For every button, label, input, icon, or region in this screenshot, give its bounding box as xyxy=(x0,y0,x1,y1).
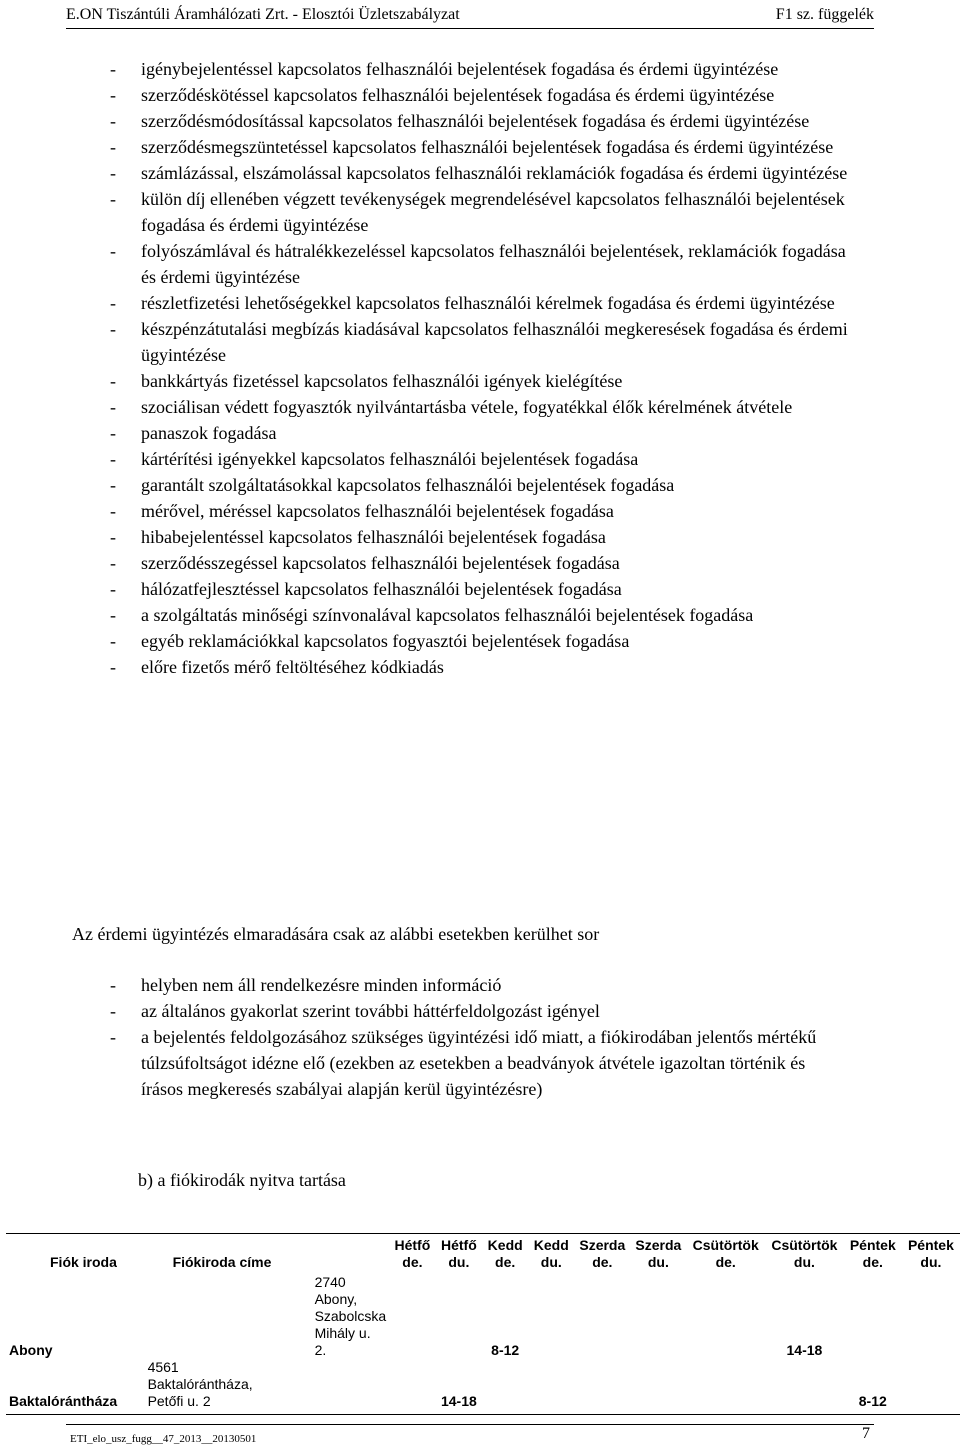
bullet-dash: - xyxy=(110,605,116,625)
list-item-text: szerződésmegszüntetéssel kapcsolatos felhasználói bejelentések fogadása és érdemi ügyintézése xyxy=(141,137,834,157)
hours-cell xyxy=(902,1359,960,1415)
header-day: Hétfő de. xyxy=(389,1234,435,1275)
list-item xyxy=(110,628,850,654)
hours-cell xyxy=(844,1274,902,1359)
list-item-text: szerződésmódosítással kapcsolatos felhasználói bejelentések fogadása és érdemi ügyintézése xyxy=(141,111,810,131)
list-item xyxy=(110,368,850,394)
bullet-dash: - xyxy=(110,59,116,79)
header-day: Hétfő du. xyxy=(436,1234,482,1275)
header-day: Szerda de. xyxy=(574,1234,630,1275)
list-item-text: számlázással, elszámolással kapcsolatos felhasználói reklamációk fogadása és érdemi ügyintézése xyxy=(141,163,848,183)
bullet-dash: - xyxy=(110,657,116,677)
hours-cell xyxy=(528,1359,574,1415)
header-office: Fiók iroda xyxy=(6,1234,145,1275)
table-row xyxy=(6,1274,960,1359)
bullet-dash: - xyxy=(110,137,116,157)
header-title: E.ON Tiszántúli Áramhálózati Zrt. - Elosztói Üzletszabályzat xyxy=(66,6,460,23)
bullet-dash: - xyxy=(110,423,116,443)
section-heading-opening-hours: b) a fiókirodák nyitva tartása xyxy=(138,1170,346,1190)
list-item-text: hálózatfejlesztéssel kapcsolatos felhasználói bejelentések fogadása xyxy=(141,579,622,599)
list-item xyxy=(110,1024,850,1102)
table-row xyxy=(6,1359,960,1415)
list-item-text: hibabejelentéssel kapcsolatos felhasználói bejelentések fogadása xyxy=(141,527,606,547)
hours-cell xyxy=(686,1359,765,1415)
tasks-list xyxy=(110,56,850,680)
bullet-dash: - xyxy=(110,319,116,339)
hours-cell xyxy=(630,1359,686,1415)
bullet-dash: - xyxy=(110,241,116,261)
header-day: Péntek de. xyxy=(844,1234,902,1275)
bullet-dash: - xyxy=(110,397,116,417)
header-day: Kedd du. xyxy=(528,1234,574,1275)
header-day: Csütörtök de. xyxy=(686,1234,765,1275)
hours-cell xyxy=(630,1274,686,1359)
bullet-dash: - xyxy=(110,527,116,547)
list-item xyxy=(110,550,850,576)
list-item-text: egyéb reklamációkkal kapcsolatos fogyasztói bejelentések fogadása xyxy=(141,631,630,651)
hours-cell xyxy=(482,1359,528,1415)
list-item-text: helyben nem áll rendelkezésre minden információ xyxy=(141,975,502,995)
header-address: Fiókiroda címe xyxy=(145,1234,390,1275)
bullet-dash: - xyxy=(110,85,116,105)
list-item-text: garantált szolgáltatásokkal kapcsolatos felhasználói bejelentések fogadása xyxy=(141,475,675,495)
list-item xyxy=(110,186,850,238)
list-item-text: kártérítési igényekkel kapcsolatos felhasználói bejelentések fogadása xyxy=(141,449,639,469)
list-item-text: részletfizetési lehetőségekkel kapcsolatos felhasználói kérelmek fogadása és érdemi ügyintézése xyxy=(141,293,835,313)
list-item xyxy=(110,446,850,472)
bullet-dash: - xyxy=(110,1001,116,1021)
list-item xyxy=(110,524,850,550)
header-day: Péntek du. xyxy=(902,1234,960,1275)
bullet-dash: - xyxy=(110,293,116,313)
hours-cell xyxy=(528,1274,574,1359)
office-name: Baktalórántháza xyxy=(6,1359,145,1415)
hours-cell xyxy=(389,1359,435,1415)
bullet-dash: - xyxy=(110,631,116,651)
hours-cell: 8-12 xyxy=(844,1359,902,1415)
list-item xyxy=(110,998,850,1024)
list-item xyxy=(110,654,850,680)
list-item-text: a bejelentés feldolgozásához szükséges ügyintézési idő miatt, a fiókirodában jelentős mértékű túlzsúfoltságot idézne elő (ezekben az esetekben a beadványok átvétele igazoltan történik és írásos megkeresés szabályai alapján kerül ügyintézésre) xyxy=(141,1027,817,1099)
list-item-text: igénybejelentéssel kapcsolatos felhasználói bejelentések fogadása és érdemi ügyintézése xyxy=(141,59,779,79)
bullet-dash: - xyxy=(110,975,116,995)
hours-cell xyxy=(574,1359,630,1415)
header-day: Szerda du. xyxy=(630,1234,686,1275)
list-item xyxy=(110,82,850,108)
paragraph-exceptions: Az érdemi ügyintézés elmaradására csak az alábbi esetekben kerülhet sor xyxy=(72,924,600,944)
bullet-dash: - xyxy=(110,111,116,131)
bullet-dash: - xyxy=(110,371,116,391)
hours-cell xyxy=(389,1274,435,1359)
list-item xyxy=(110,394,850,420)
bullet-dash: - xyxy=(110,449,116,469)
bullet-dash: - xyxy=(110,579,116,599)
header-appendix: F1 sz. függelék xyxy=(775,6,874,23)
list-item-text: készpénzátutalási megbízás kiadásával kapcsolatos felhasználói megkeresések fogadása és érdemi ügyintézése xyxy=(141,319,848,365)
list-item xyxy=(110,160,850,186)
list-item-text: mérővel, méréssel kapcsolatos felhasználói bejelentések fogadása xyxy=(141,501,614,521)
list-item-text: szerződésszegéssel kapcsolatos felhasználói bejelentések fogadása xyxy=(141,553,620,573)
hours-cell xyxy=(902,1274,960,1359)
page-footer xyxy=(66,1424,874,1447)
office-name: Abony xyxy=(9,1342,53,1358)
page-number: 7 xyxy=(862,1425,870,1442)
list-item xyxy=(110,290,850,316)
list-item xyxy=(110,972,850,998)
list-item-text: panaszok fogadása xyxy=(141,423,277,443)
list-item xyxy=(110,576,850,602)
list-item xyxy=(110,316,850,368)
list-item xyxy=(110,108,850,134)
opening-hours-table xyxy=(6,1233,960,1415)
bullet-dash: - xyxy=(110,163,116,183)
hours-cell: 14-18 xyxy=(786,1342,823,1358)
exceptions-list xyxy=(110,972,850,1102)
table-header-row xyxy=(6,1234,960,1275)
office-address: 4561 Baktalórántháza, Petőfi u. 2 xyxy=(145,1359,390,1415)
list-item xyxy=(110,498,850,524)
list-item xyxy=(110,56,850,82)
list-item xyxy=(110,238,850,290)
bullet-dash: - xyxy=(110,475,116,495)
hours-cell xyxy=(686,1274,765,1359)
header-day: Csütörtök du. xyxy=(765,1234,844,1275)
header-day: Kedd de. xyxy=(482,1234,528,1275)
list-item-text: külön díj ellenében végzett tevékenységek megrendelésével kapcsolatos felhasználói bejelentések fogadása és érdemi ügyintézése xyxy=(141,189,845,235)
list-item xyxy=(110,602,850,628)
list-item-text: a szolgáltatás minőségi színvonalával kapcsolatos felhasználói bejelentések fogadása xyxy=(141,605,754,625)
bullet-dash: - xyxy=(110,553,116,573)
bullet-dash: - xyxy=(110,189,116,209)
hours-cell: 14-18 xyxy=(436,1359,482,1415)
list-item-text: szerződéskötéssel kapcsolatos felhasználói bejelentések fogadása és érdemi ügyintézése xyxy=(141,85,775,105)
list-item-text: folyószámlával és hátralékkezeléssel kapcsolatos felhasználói bejelentések, reklamációk fogadása és érdemi ügyintézése xyxy=(141,241,846,287)
hours-cell: 8-12 xyxy=(491,1342,520,1358)
page-header xyxy=(66,4,874,29)
list-item-text: bankkártyás fizetéssel kapcsolatos felhasználói igények kielégítése xyxy=(141,371,623,391)
hours-cell xyxy=(574,1274,630,1359)
bullet-dash: - xyxy=(110,1027,116,1047)
list-item-text: előre fizetős mérő feltöltéséhez kódkiadás xyxy=(141,657,444,677)
office-address: 2740 Abony, Szabolcska Mihály u. 2. xyxy=(314,1274,387,1358)
list-item xyxy=(110,420,850,446)
hours-cell xyxy=(765,1359,844,1415)
list-item-text: szociálisan védett fogyasztók nyilvántartásba vétele, fogyatékkal élők kérelmének átvétele xyxy=(141,397,793,417)
list-item xyxy=(110,134,850,160)
list-item xyxy=(110,472,850,498)
hours-cell xyxy=(436,1274,482,1359)
footer-doc-id: ETI_elo_usz_fugg__47_2013__20130501 xyxy=(70,1433,257,1445)
list-item-text: az általános gyakorlat szerint további háttérfeldolgozást igényel xyxy=(141,1001,600,1021)
bullet-dash: - xyxy=(110,501,116,521)
